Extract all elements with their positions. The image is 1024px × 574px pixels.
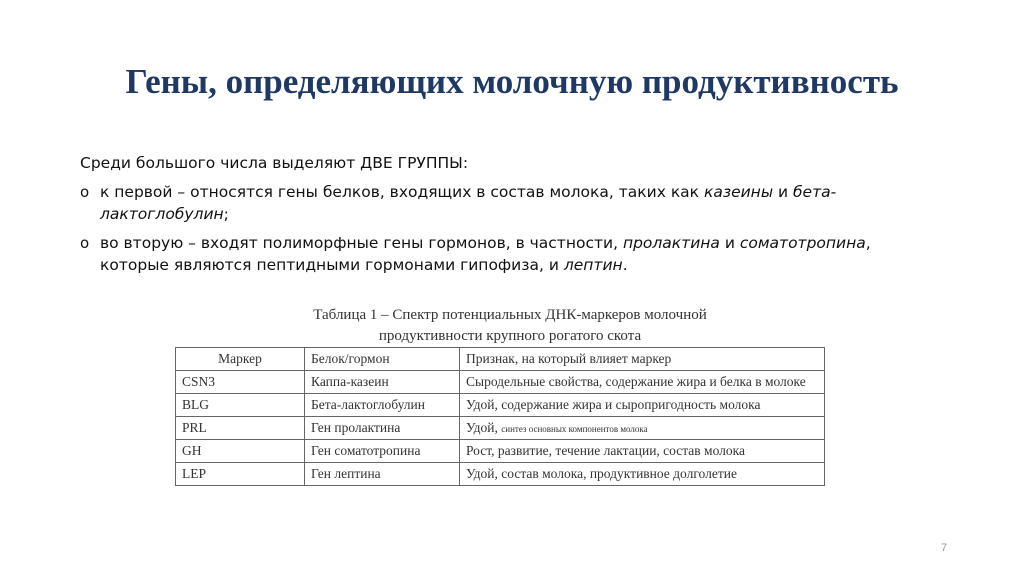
cell-marker: GH [176, 440, 305, 463]
header-marker: Маркер [176, 348, 305, 371]
trait-text: Сыродельные свойства, содержание жира и белка в молоке [466, 374, 806, 389]
cell-trait [460, 371, 825, 394]
italic-term: лептин [563, 256, 623, 274]
trait-text: Удой, содержание жира и сыропригодность молока [466, 397, 761, 412]
table-row [176, 417, 825, 440]
cell-trait [460, 463, 825, 486]
italic-term: соматотропина [739, 234, 866, 252]
slide-title: Гены, определяющих молочную продуктивность [125, 62, 899, 101]
slide-body [80, 152, 940, 283]
intro-text: Среди большого числа выделяют ДВЕ ГРУППЫ: [80, 154, 469, 172]
cell-marker: BLG [176, 394, 305, 417]
bullet-text [100, 181, 940, 225]
bullet-text [100, 232, 940, 276]
trait-text: Удой, состав молока, продуктивное долголетие [466, 466, 737, 481]
table-caption [280, 305, 740, 347]
bullet-item-first-group [80, 181, 940, 225]
trait-small-text: синтез основных компонентов молока [501, 424, 648, 434]
page-number: 7 [941, 542, 948, 554]
trait-text: Удой, [466, 420, 502, 435]
text-fragment: к первой – относятся гены белков, входящих в состав молока, таких как [100, 183, 704, 201]
cell-marker: LEP [176, 463, 305, 486]
cell-protein: Ген соматотропина [305, 440, 460, 463]
header-protein: Белок/гормон [305, 348, 460, 371]
table-header-row [176, 348, 825, 371]
dna-markers-table [175, 347, 825, 486]
text-fragment: во вторую – входят полиморфные гены гормонов, в частности, [100, 234, 623, 252]
caption-line: Таблица 1 – Спектр потенциальных ДНК-маркеров молочной [313, 307, 707, 323]
cell-marker: CSN3 [176, 371, 305, 394]
cell-trait [460, 440, 825, 463]
cell-trait [460, 394, 825, 417]
cell-protein: Ген лептина [305, 463, 460, 486]
cell-protein: Бета-лактоглобулин [305, 394, 460, 417]
cell-trait [460, 417, 825, 440]
text-fragment: ; [223, 205, 229, 223]
header-trait: Признак, на который влияет маркер [460, 348, 825, 371]
cell-protein: Каппа-казеин [305, 371, 460, 394]
bullet-circle-icon: o [80, 234, 90, 252]
table-row [176, 371, 825, 394]
text-fragment: и [719, 234, 740, 252]
caption-line: продуктивности крупного рогатого скота [378, 328, 642, 344]
table-row [176, 394, 825, 417]
bullet-item-second-group [80, 232, 940, 276]
table-row [176, 440, 825, 463]
italic-term: казеины [703, 183, 774, 201]
trait-text: Рост, развитие, течение лактации, состав молока [466, 443, 745, 458]
bullet-circle-icon: o [80, 183, 90, 201]
text-fragment: , которые являются пептидными гормонами гипофиза, и [100, 234, 871, 274]
italic-term: бета-лактоглобулин [100, 183, 837, 223]
cell-marker: PRL [176, 417, 305, 440]
italic-term: пролактина [622, 234, 720, 252]
table-row [176, 463, 825, 486]
text-fragment: . [622, 256, 628, 274]
cell-protein: Ген пролактина [305, 417, 460, 440]
text-fragment: и [773, 183, 793, 201]
